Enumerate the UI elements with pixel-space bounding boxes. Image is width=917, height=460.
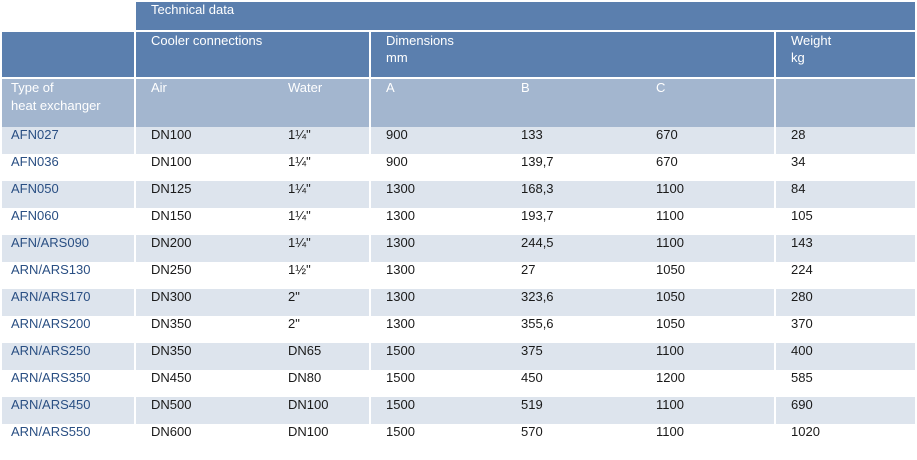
dimension-a-cell: 1300 xyxy=(370,316,506,343)
air-cell: DN100 xyxy=(135,154,273,181)
weight-cell: 224 xyxy=(775,262,915,289)
dimension-b-cell: 168,3 xyxy=(506,181,641,208)
air-cell: DN150 xyxy=(135,208,273,235)
water-heading: Water xyxy=(273,78,370,127)
weight-cell: 28 xyxy=(775,127,915,154)
dimensions-unit: mm xyxy=(386,50,408,65)
weight-cell: 370 xyxy=(775,316,915,343)
technical-data-table xyxy=(2,2,915,451)
air-cell: DN350 xyxy=(135,343,273,370)
dimension-c-cell: 1100 xyxy=(641,235,775,262)
type-cell: AFN050 xyxy=(2,181,135,208)
dimension-b-cell: 375 xyxy=(506,343,641,370)
dimension-b-heading: B xyxy=(506,78,641,127)
table-row xyxy=(2,424,915,451)
header-blank-cell xyxy=(2,2,135,31)
dimension-c-cell: 670 xyxy=(641,154,775,181)
dimension-b-cell: 139,7 xyxy=(506,154,641,181)
dimension-a-cell: 1300 xyxy=(370,262,506,289)
type-cell: ARN/ARS350 xyxy=(2,370,135,397)
dimension-b-cell: 323,6 xyxy=(506,289,641,316)
type-cell: ARN/ARS250 xyxy=(2,343,135,370)
type-label-line-1: Type of xyxy=(11,80,54,95)
header-blank-cell-2 xyxy=(2,31,135,78)
dimension-c-cell: 670 xyxy=(641,127,775,154)
weight-unit: kg xyxy=(791,50,805,65)
weight-cell: 690 xyxy=(775,397,915,424)
water-cell: DN100 xyxy=(273,397,370,424)
table-row xyxy=(2,208,915,235)
water-cell: DN65 xyxy=(273,343,370,370)
dimension-c-cell: 1050 xyxy=(641,316,775,343)
dimensions-label: Dimensions xyxy=(386,33,454,48)
air-cell: DN200 xyxy=(135,235,273,262)
air-cell: DN125 xyxy=(135,181,273,208)
water-cell: 2" xyxy=(273,316,370,343)
water-cell: 2" xyxy=(273,289,370,316)
water-cell: 1¼" xyxy=(273,235,370,262)
table-row xyxy=(2,127,915,154)
dimension-c-cell: 1100 xyxy=(641,343,775,370)
type-cell: ARN/ARS550 xyxy=(2,424,135,451)
table-body xyxy=(2,127,915,451)
table-row xyxy=(2,343,915,370)
type-label-line-2: heat exchanger xyxy=(11,98,101,113)
water-cell: 1¼" xyxy=(273,154,370,181)
type-cell: ARN/ARS200 xyxy=(2,316,135,343)
dimension-c-cell: 1050 xyxy=(641,262,775,289)
table-row xyxy=(2,154,915,181)
dimension-c-cell: 1100 xyxy=(641,397,775,424)
dimension-b-cell: 27 xyxy=(506,262,641,289)
weight-cell: 585 xyxy=(775,370,915,397)
dimensions-heading xyxy=(370,31,775,78)
water-cell: 1¼" xyxy=(273,208,370,235)
table-row xyxy=(2,181,915,208)
table-row xyxy=(2,289,915,316)
dimension-a-cell: 1300 xyxy=(370,235,506,262)
type-cell: ARN/ARS130 xyxy=(2,262,135,289)
water-cell: 1¼" xyxy=(273,127,370,154)
type-cell: AFN060 xyxy=(2,208,135,235)
dimension-c-cell: 1100 xyxy=(641,181,775,208)
dimension-a-cell: 1300 xyxy=(370,181,506,208)
dimension-b-cell: 193,7 xyxy=(506,208,641,235)
dimension-a-cell: 1500 xyxy=(370,397,506,424)
type-cell: AFN027 xyxy=(2,127,135,154)
dimension-a-cell: 1500 xyxy=(370,343,506,370)
dimension-b-cell: 450 xyxy=(506,370,641,397)
dimension-c-heading: C xyxy=(641,78,775,127)
dimension-a-cell: 900 xyxy=(370,154,506,181)
weight-cell: 34 xyxy=(775,154,915,181)
type-cell: ARN/ARS450 xyxy=(2,397,135,424)
water-cell: DN80 xyxy=(273,370,370,397)
weight-cell: 400 xyxy=(775,343,915,370)
dimension-b-cell: 519 xyxy=(506,397,641,424)
dimension-a-heading: A xyxy=(370,78,506,127)
dimension-c-cell: 1050 xyxy=(641,289,775,316)
type-cell: ARN/ARS170 xyxy=(2,289,135,316)
type-heading xyxy=(2,78,135,127)
technical-data-heading: Technical data xyxy=(135,2,915,31)
water-cell: DN100 xyxy=(273,424,370,451)
air-cell: DN600 xyxy=(135,424,273,451)
type-cell: AFN/ARS090 xyxy=(2,235,135,262)
dimension-b-cell: 133 xyxy=(506,127,641,154)
air-cell: DN500 xyxy=(135,397,273,424)
weight-cell: 1020 xyxy=(775,424,915,451)
table-row xyxy=(2,262,915,289)
dimension-a-cell: 1500 xyxy=(370,370,506,397)
weight-cell: 280 xyxy=(775,289,915,316)
weight-label: Weight xyxy=(791,33,832,48)
dimension-a-cell: 1300 xyxy=(370,289,506,316)
dimension-b-cell: 570 xyxy=(506,424,641,451)
dimension-a-cell: 1300 xyxy=(370,208,506,235)
table-row xyxy=(2,235,915,262)
dimension-b-cell: 355,6 xyxy=(506,316,641,343)
air-cell: DN350 xyxy=(135,316,273,343)
table-row xyxy=(2,370,915,397)
type-cell: AFN036 xyxy=(2,154,135,181)
weight-heading xyxy=(775,31,915,78)
dimension-a-cell: 900 xyxy=(370,127,506,154)
weight-cell: 84 xyxy=(775,181,915,208)
weight-cell: 143 xyxy=(775,235,915,262)
air-cell: DN450 xyxy=(135,370,273,397)
dimension-c-cell: 1200 xyxy=(641,370,775,397)
dimension-c-cell: 1100 xyxy=(641,424,775,451)
weight-cell: 105 xyxy=(775,208,915,235)
water-cell: 1½" xyxy=(273,262,370,289)
dimension-a-cell: 1500 xyxy=(370,424,506,451)
air-cell: DN250 xyxy=(135,262,273,289)
air-cell: DN100 xyxy=(135,127,273,154)
dimension-c-cell: 1100 xyxy=(641,208,775,235)
air-cell: DN300 xyxy=(135,289,273,316)
table-row xyxy=(2,316,915,343)
cooler-connections-heading: Cooler connections xyxy=(135,31,370,78)
air-heading: Air xyxy=(135,78,273,127)
dimension-b-cell: 244,5 xyxy=(506,235,641,262)
water-cell: 1¼" xyxy=(273,181,370,208)
table-row xyxy=(2,397,915,424)
weight-unit-heading xyxy=(775,78,915,127)
